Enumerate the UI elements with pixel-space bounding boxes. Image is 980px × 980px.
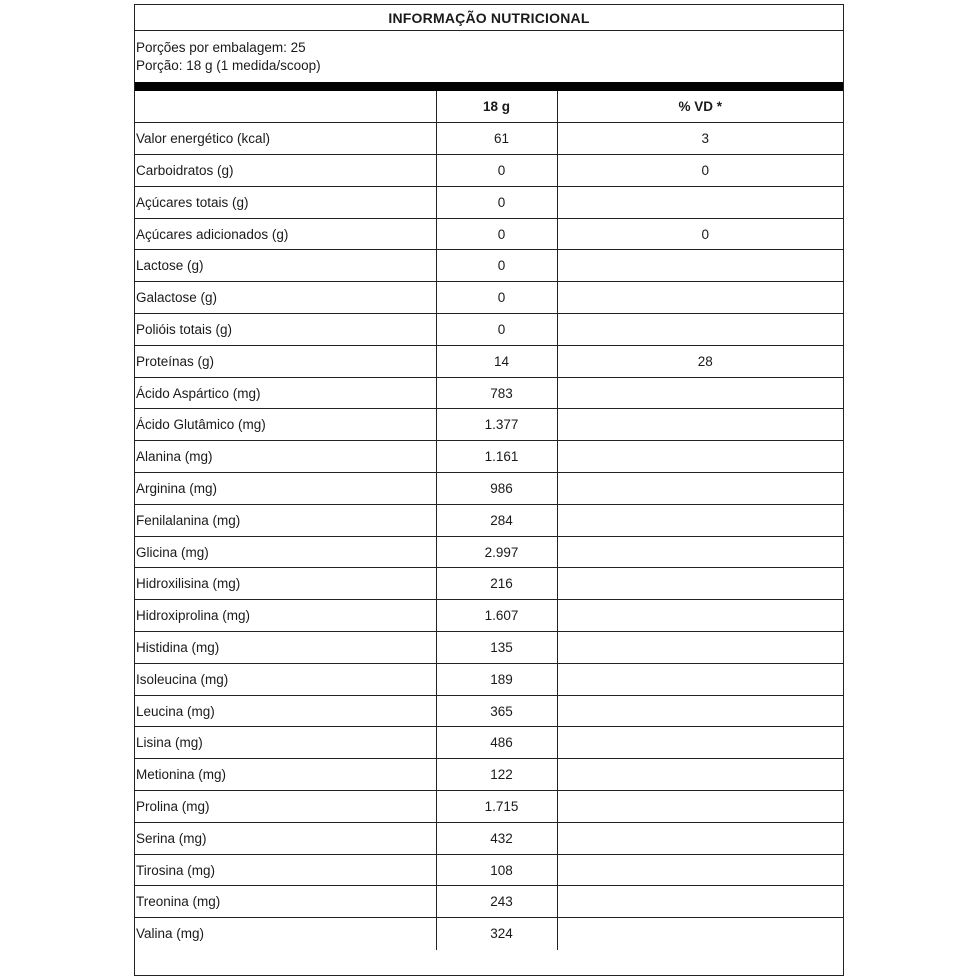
table-row — [135, 186, 843, 218]
table-row — [135, 409, 843, 441]
nutrition-facts-label — [134, 4, 844, 976]
header-nutrient — [135, 91, 436, 123]
nutrient-name: Hidroxilisina (mg) — [135, 568, 436, 600]
nutrient-quantity: 986 — [436, 473, 557, 505]
table-row — [135, 377, 843, 409]
nutrient-daily-value — [557, 282, 843, 314]
nutrient-quantity: 0 — [436, 314, 557, 346]
nutrient-quantity: 1.377 — [436, 409, 557, 441]
nutrient-quantity: 189 — [436, 663, 557, 695]
table-row — [135, 632, 843, 664]
table-row — [135, 918, 843, 950]
portion-size: Porção: 18 g (1 medida/scoop) — [136, 58, 321, 73]
nutrient-quantity: 0 — [436, 250, 557, 282]
nutrient-daily-value — [557, 441, 843, 473]
nutrient-daily-value — [557, 186, 843, 218]
nutrient-name: Fenilalanina (mg) — [135, 504, 436, 536]
nutrient-quantity: 324 — [436, 918, 557, 950]
table-row — [135, 600, 843, 632]
nutrient-name: Açúcares adicionados (g) — [135, 218, 436, 250]
nutrient-name: Carboidratos (g) — [135, 155, 436, 187]
nutrition-table — [135, 91, 843, 950]
table-row — [135, 345, 843, 377]
nutrient-quantity: 783 — [436, 377, 557, 409]
table-row — [135, 695, 843, 727]
nutrient-name: Valina (mg) — [135, 918, 436, 950]
nutrient-daily-value — [557, 854, 843, 886]
nutrient-quantity: 108 — [436, 854, 557, 886]
header-quantity: 18 g — [436, 91, 557, 123]
table-row — [135, 536, 843, 568]
nutrient-quantity: 14 — [436, 345, 557, 377]
nutrient-daily-value — [557, 473, 843, 505]
divider-bar — [135, 82, 843, 91]
table-row — [135, 759, 843, 791]
nutrient-name: Polióis totais (g) — [135, 314, 436, 346]
table-row — [135, 473, 843, 505]
nutrient-daily-value — [557, 250, 843, 282]
nutrient-name: Histidina (mg) — [135, 632, 436, 664]
nutrient-daily-value — [557, 314, 843, 346]
nutrient-quantity: 432 — [436, 822, 557, 854]
nutrient-daily-value — [557, 695, 843, 727]
nutrient-quantity: 0 — [436, 186, 557, 218]
nutrient-quantity: 135 — [436, 632, 557, 664]
table-row — [135, 727, 843, 759]
nutrient-quantity: 486 — [436, 727, 557, 759]
nutrient-name: Valor energético (kcal) — [135, 123, 436, 155]
nutrient-name: Glicina (mg) — [135, 536, 436, 568]
nutrient-daily-value — [557, 568, 843, 600]
nutrient-quantity: 365 — [436, 695, 557, 727]
nutrient-quantity: 0 — [436, 218, 557, 250]
table-row — [135, 123, 843, 155]
nutrient-daily-value — [557, 377, 843, 409]
nutrient-name: Prolina (mg) — [135, 791, 436, 823]
table-row — [135, 155, 843, 187]
table-header-row — [135, 91, 843, 123]
portions-per-package: Porções por embalagem: 25 — [136, 40, 306, 55]
nutrient-quantity: 1.607 — [436, 600, 557, 632]
table-row — [135, 441, 843, 473]
nutrient-daily-value: 0 — [557, 155, 843, 187]
nutrient-name: Serina (mg) — [135, 822, 436, 854]
nutrient-name: Isoleucina (mg) — [135, 663, 436, 695]
nutrient-quantity: 1.715 — [436, 791, 557, 823]
nutrient-name: Alanina (mg) — [135, 441, 436, 473]
nutrient-quantity: 243 — [436, 886, 557, 918]
table-row — [135, 663, 843, 695]
nutrient-daily-value — [557, 822, 843, 854]
nutrient-name: Arginina (mg) — [135, 473, 436, 505]
table-row — [135, 886, 843, 918]
nutrient-name: Lactose (g) — [135, 250, 436, 282]
nutrient-name: Lisina (mg) — [135, 727, 436, 759]
nutrient-name: Açúcares totais (g) — [135, 186, 436, 218]
nutrient-daily-value — [557, 759, 843, 791]
nutrient-daily-value: 28 — [557, 345, 843, 377]
table-row — [135, 218, 843, 250]
nutrient-daily-value: 3 — [557, 123, 843, 155]
nutrient-daily-value — [557, 600, 843, 632]
nutrient-daily-value — [557, 886, 843, 918]
nutrient-name: Proteínas (g) — [135, 345, 436, 377]
nutrient-daily-value — [557, 504, 843, 536]
nutrient-quantity: 122 — [436, 759, 557, 791]
nutrient-name: Galactose (g) — [135, 282, 436, 314]
nutrient-quantity: 2.997 — [436, 536, 557, 568]
nutrient-quantity: 1.161 — [436, 441, 557, 473]
nutrient-name: Hidroxiprolina (mg) — [135, 600, 436, 632]
header-daily-value: % VD * — [557, 91, 843, 123]
nutrient-daily-value: 0 — [557, 218, 843, 250]
nutrient-daily-value — [557, 791, 843, 823]
nutrient-quantity: 0 — [436, 155, 557, 187]
table-row — [135, 282, 843, 314]
nutrient-name: Metionina (mg) — [135, 759, 436, 791]
nutrient-daily-value — [557, 536, 843, 568]
nutrient-daily-value — [557, 663, 843, 695]
nutrient-daily-value — [557, 918, 843, 950]
nutrient-quantity: 0 — [436, 282, 557, 314]
nutrient-name: Tirosina (mg) — [135, 854, 436, 886]
nutrient-name: Leucina (mg) — [135, 695, 436, 727]
nutrient-daily-value — [557, 409, 843, 441]
table-row — [135, 791, 843, 823]
table-row — [135, 854, 843, 886]
table-row — [135, 568, 843, 600]
nutrient-name: Ácido Glutâmico (mg) — [135, 409, 436, 441]
nutrient-name: Treonina (mg) — [135, 886, 436, 918]
label-title: INFORMAÇÃO NUTRICIONAL — [135, 5, 843, 31]
nutrient-quantity: 216 — [436, 568, 557, 600]
serving-info — [135, 31, 843, 82]
nutrient-daily-value — [557, 727, 843, 759]
nutrient-daily-value — [557, 632, 843, 664]
nutrient-quantity: 284 — [436, 504, 557, 536]
nutrition-rows — [135, 123, 843, 950]
table-row — [135, 504, 843, 536]
nutrient-quantity: 61 — [436, 123, 557, 155]
nutrient-name: Ácido Aspártico (mg) — [135, 377, 436, 409]
table-row — [135, 250, 843, 282]
table-row — [135, 314, 843, 346]
table-row — [135, 822, 843, 854]
